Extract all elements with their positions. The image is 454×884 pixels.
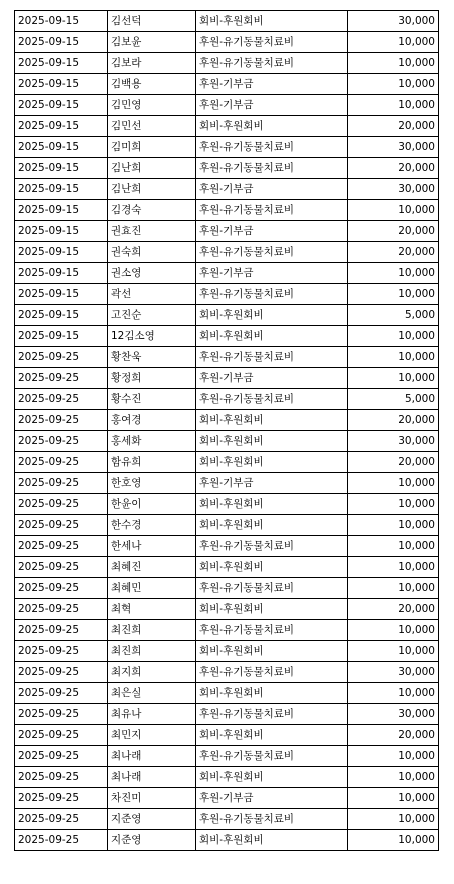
category-cell: 후원-유기동물치료비 (196, 158, 348, 179)
amount-cell: 10,000 (348, 347, 439, 368)
date-cell: 2025-09-15 (15, 53, 108, 74)
table-row (15, 746, 439, 767)
date-cell: 2025-09-15 (15, 263, 108, 284)
amount-cell: 10,000 (348, 53, 439, 74)
name-cell: 최유나 (108, 704, 196, 725)
category-cell: 후원-유기동물치료비 (196, 284, 348, 305)
table-row (15, 137, 439, 158)
table-row (15, 431, 439, 452)
table-row (15, 179, 439, 200)
date-cell: 2025-09-15 (15, 221, 108, 242)
category-cell: 후원-유기동물치료비 (196, 620, 348, 641)
name-cell: 김보윤 (108, 32, 196, 53)
name-cell: 권소영 (108, 263, 196, 284)
date-cell: 2025-09-25 (15, 431, 108, 452)
category-cell: 후원-유기동물치료비 (196, 347, 348, 368)
name-cell: 최진희 (108, 620, 196, 641)
category-cell: 회비-후원회비 (196, 557, 348, 578)
name-cell: 지준영 (108, 809, 196, 830)
category-cell: 회비-후원회비 (196, 11, 348, 32)
name-cell: 최민지 (108, 725, 196, 746)
table-row (15, 641, 439, 662)
name-cell: 김백용 (108, 74, 196, 95)
amount-cell: 30,000 (348, 662, 439, 683)
date-cell: 2025-09-25 (15, 599, 108, 620)
date-cell: 2025-09-25 (15, 347, 108, 368)
amount-cell: 20,000 (348, 410, 439, 431)
category-cell: 후원-유기동물치료비 (196, 746, 348, 767)
name-cell: 한호영 (108, 473, 196, 494)
name-cell: 황수진 (108, 389, 196, 410)
category-cell: 회비-후원회비 (196, 410, 348, 431)
category-cell: 후원-유기동물치료비 (196, 704, 348, 725)
table-row (15, 389, 439, 410)
name-cell: 차진미 (108, 788, 196, 809)
name-cell: 최혜민 (108, 578, 196, 599)
name-cell: 김선덕 (108, 11, 196, 32)
table-row (15, 368, 439, 389)
date-cell: 2025-09-25 (15, 641, 108, 662)
date-cell: 2025-09-25 (15, 410, 108, 431)
name-cell: 황정희 (108, 368, 196, 389)
amount-cell: 20,000 (348, 242, 439, 263)
table-row (15, 662, 439, 683)
category-cell: 후원-유기동물치료비 (196, 662, 348, 683)
date-cell: 2025-09-25 (15, 515, 108, 536)
date-cell: 2025-09-15 (15, 95, 108, 116)
table-row (15, 683, 439, 704)
category-cell: 후원-유기동물치료비 (196, 536, 348, 557)
date-cell: 2025-09-25 (15, 557, 108, 578)
table-row (15, 536, 439, 557)
table-row (15, 53, 439, 74)
category-cell: 회비-후원회비 (196, 431, 348, 452)
amount-cell: 30,000 (348, 704, 439, 725)
name-cell: 김난희 (108, 158, 196, 179)
date-cell: 2025-09-15 (15, 305, 108, 326)
category-cell: 후원-유기동물치료비 (196, 578, 348, 599)
amount-cell: 20,000 (348, 221, 439, 242)
date-cell: 2025-09-15 (15, 326, 108, 347)
name-cell: 한세나 (108, 536, 196, 557)
category-cell: 회비-후원회비 (196, 494, 348, 515)
table-row (15, 830, 439, 851)
amount-cell: 5,000 (348, 389, 439, 410)
date-cell: 2025-09-25 (15, 494, 108, 515)
name-cell: 최나래 (108, 767, 196, 788)
table-row (15, 494, 439, 515)
name-cell: 김민선 (108, 116, 196, 137)
amount-cell: 30,000 (348, 431, 439, 452)
amount-cell: 10,000 (348, 830, 439, 851)
date-cell: 2025-09-25 (15, 767, 108, 788)
name-cell: 최혁 (108, 599, 196, 620)
table-row (15, 620, 439, 641)
name-cell: 지준영 (108, 830, 196, 851)
name-cell: 홍세화 (108, 431, 196, 452)
category-cell: 후원-유기동물치료비 (196, 137, 348, 158)
date-cell: 2025-09-15 (15, 158, 108, 179)
date-cell: 2025-09-15 (15, 32, 108, 53)
amount-cell: 10,000 (348, 326, 439, 347)
name-cell: 최진희 (108, 641, 196, 662)
date-cell: 2025-09-25 (15, 389, 108, 410)
amount-cell: 10,000 (348, 74, 439, 95)
date-cell: 2025-09-15 (15, 179, 108, 200)
table-row (15, 515, 439, 536)
amount-cell: 10,000 (348, 536, 439, 557)
date-cell: 2025-09-25 (15, 368, 108, 389)
name-cell: 고진순 (108, 305, 196, 326)
amount-cell: 10,000 (348, 263, 439, 284)
amount-cell: 10,000 (348, 746, 439, 767)
name-cell: 김경숙 (108, 200, 196, 221)
table-row (15, 809, 439, 830)
amount-cell: 10,000 (348, 95, 439, 116)
amount-cell: 10,000 (348, 788, 439, 809)
table-row (15, 767, 439, 788)
name-cell: 김난희 (108, 179, 196, 200)
date-cell: 2025-09-15 (15, 242, 108, 263)
date-cell: 2025-09-15 (15, 11, 108, 32)
table-row (15, 263, 439, 284)
category-cell: 후원-유기동물치료비 (196, 242, 348, 263)
table-row (15, 158, 439, 179)
table-row (15, 410, 439, 431)
name-cell: 황찬욱 (108, 347, 196, 368)
table-row (15, 347, 439, 368)
name-cell: 12김소영 (108, 326, 196, 347)
category-cell: 후원-기부금 (196, 473, 348, 494)
name-cell: 권숙희 (108, 242, 196, 263)
amount-cell: 20,000 (348, 116, 439, 137)
table-row (15, 242, 439, 263)
amount-cell: 30,000 (348, 137, 439, 158)
name-cell: 최지희 (108, 662, 196, 683)
category-cell: 후원-기부금 (196, 788, 348, 809)
name-cell: 홍여경 (108, 410, 196, 431)
name-cell: 최혜진 (108, 557, 196, 578)
category-cell: 후원-기부금 (196, 74, 348, 95)
date-cell: 2025-09-25 (15, 746, 108, 767)
date-cell: 2025-09-25 (15, 536, 108, 557)
date-cell: 2025-09-15 (15, 74, 108, 95)
amount-cell: 20,000 (348, 158, 439, 179)
date-cell: 2025-09-25 (15, 452, 108, 473)
date-cell: 2025-09-25 (15, 788, 108, 809)
category-cell: 회비-후원회비 (196, 305, 348, 326)
category-cell: 후원-기부금 (196, 95, 348, 116)
category-cell: 회비-후원회비 (196, 725, 348, 746)
date-cell: 2025-09-25 (15, 578, 108, 599)
name-cell: 김보라 (108, 53, 196, 74)
category-cell: 후원-유기동물치료비 (196, 53, 348, 74)
amount-cell: 10,000 (348, 641, 439, 662)
date-cell: 2025-09-25 (15, 683, 108, 704)
category-cell: 회비-후원회비 (196, 599, 348, 620)
table-row (15, 599, 439, 620)
date-cell: 2025-09-25 (15, 662, 108, 683)
name-cell: 김미희 (108, 137, 196, 158)
amount-cell: 30,000 (348, 179, 439, 200)
amount-cell: 30,000 (348, 11, 439, 32)
amount-cell: 10,000 (348, 473, 439, 494)
table-row (15, 32, 439, 53)
category-cell: 후원-유기동물치료비 (196, 200, 348, 221)
table-row (15, 116, 439, 137)
table-row (15, 557, 439, 578)
donation-ledger-table (14, 10, 439, 851)
table-row (15, 704, 439, 725)
amount-cell: 10,000 (348, 284, 439, 305)
name-cell: 한수경 (108, 515, 196, 536)
name-cell: 최나래 (108, 746, 196, 767)
name-cell: 권효진 (108, 221, 196, 242)
table-row (15, 221, 439, 242)
category-cell: 회비-후원회비 (196, 452, 348, 473)
category-cell: 후원-기부금 (196, 179, 348, 200)
amount-cell: 5,000 (348, 305, 439, 326)
category-cell: 후원-기부금 (196, 263, 348, 284)
amount-cell: 20,000 (348, 599, 439, 620)
date-cell: 2025-09-25 (15, 620, 108, 641)
date-cell: 2025-09-25 (15, 725, 108, 746)
name-cell: 곽선 (108, 284, 196, 305)
table-row (15, 578, 439, 599)
table-row (15, 11, 439, 32)
amount-cell: 20,000 (348, 725, 439, 746)
amount-cell: 10,000 (348, 620, 439, 641)
amount-cell: 10,000 (348, 515, 439, 536)
amount-cell: 10,000 (348, 578, 439, 599)
table-row (15, 725, 439, 746)
date-cell: 2025-09-25 (15, 473, 108, 494)
amount-cell: 10,000 (348, 683, 439, 704)
date-cell: 2025-09-25 (15, 830, 108, 851)
amount-cell: 10,000 (348, 494, 439, 515)
category-cell: 후원-유기동물치료비 (196, 389, 348, 410)
amount-cell: 10,000 (348, 32, 439, 53)
category-cell: 후원-유기동물치료비 (196, 32, 348, 53)
category-cell: 회비-후원회비 (196, 515, 348, 536)
table-row (15, 200, 439, 221)
category-cell: 회비-후원회비 (196, 683, 348, 704)
table-row (15, 326, 439, 347)
table-row (15, 473, 439, 494)
table-row (15, 284, 439, 305)
donation-ledger-sheet (14, 10, 438, 851)
date-cell: 2025-09-25 (15, 704, 108, 725)
category-cell: 후원-기부금 (196, 368, 348, 389)
table-row (15, 74, 439, 95)
amount-cell: 10,000 (348, 200, 439, 221)
date-cell: 2025-09-15 (15, 116, 108, 137)
table-row (15, 452, 439, 473)
date-cell: 2025-09-15 (15, 137, 108, 158)
amount-cell: 10,000 (348, 767, 439, 788)
amount-cell: 10,000 (348, 368, 439, 389)
name-cell: 김민영 (108, 95, 196, 116)
table-row (15, 95, 439, 116)
category-cell: 회비-후원회비 (196, 641, 348, 662)
category-cell: 후원-유기동물치료비 (196, 809, 348, 830)
date-cell: 2025-09-25 (15, 809, 108, 830)
amount-cell: 10,000 (348, 557, 439, 578)
category-cell: 회비-후원회비 (196, 830, 348, 851)
table-row (15, 305, 439, 326)
amount-cell: 10,000 (348, 809, 439, 830)
category-cell: 회비-후원회비 (196, 767, 348, 788)
category-cell: 후원-기부금 (196, 221, 348, 242)
name-cell: 한윤이 (108, 494, 196, 515)
category-cell: 회비-후원회비 (196, 116, 348, 137)
name-cell: 최은실 (108, 683, 196, 704)
date-cell: 2025-09-15 (15, 200, 108, 221)
name-cell: 함유희 (108, 452, 196, 473)
category-cell: 회비-후원회비 (196, 326, 348, 347)
table-row (15, 788, 439, 809)
date-cell: 2025-09-15 (15, 284, 108, 305)
amount-cell: 20,000 (348, 452, 439, 473)
ledger-body (15, 11, 439, 851)
